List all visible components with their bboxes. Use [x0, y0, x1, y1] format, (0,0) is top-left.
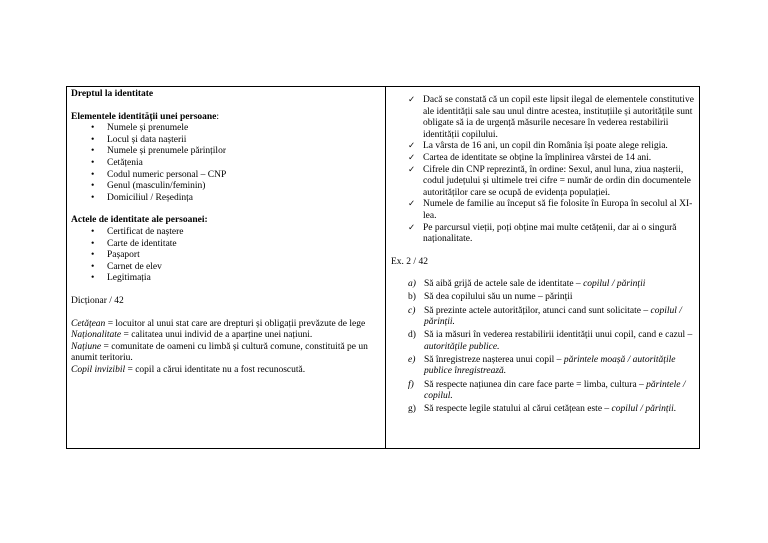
fact-item: ✓ Dacă se constată că un copil este lipsit ilegal de elementele constitutive ale identității sale sau unul dintre acestea, instituțiile și autoritățile sunt obligate să ia de urgență măsurile necesare în vederea restabilirii identității copilului.: [408, 95, 694, 140]
left-column: [67, 87, 385, 448]
check-icon: ✓: [408, 95, 416, 105]
fact-item: ✓ La vârsta de 16 ani, un copil din România își poate alege religia.: [408, 141, 668, 152]
exercise-item: f) Să respecte națiunea din care face parte = limba, cultura – părintele / copilul.: [408, 379, 686, 402]
definition: Națiune = comunitate de oameni cu limbă și cultură comune, constituită pe un anumit teritoriu.: [71, 341, 368, 364]
section-title: Dreptul la identitate: [71, 89, 154, 99]
fact-item: ✓ Cifrele din CNP reprezintă, în ordine: Sexul, anul luna, ziua nașterii, codul județului și ultimele trei cifre = număr de ordin din documentele autorităților care se ocupă de evidența populației.: [408, 164, 691, 198]
list-item: • Carte de identitate: [91, 239, 381, 251]
fact-item: ✓ Cartea de identitate se obține la împlinirea vârstei de 14 ani.: [408, 152, 652, 163]
exercise-item: d) Să ia măsuri în vederea restabilirii identității unui copil, cand e cazul – autoritățile publice.: [408, 330, 693, 352]
check-icon: ✓: [408, 152, 416, 163]
list-item: • Codul numeric personal – CNP: [91, 170, 381, 182]
facts-list: [391, 95, 696, 246]
check-icon: ✓: [408, 164, 416, 175]
list-item: • Cetățenia: [91, 158, 381, 170]
list-item: • Numele și prenumele: [91, 123, 381, 135]
elements-heading: Elementele identității unei persoane:: [71, 111, 220, 122]
check-icon: ✓: [408, 222, 416, 233]
exercise-list: [391, 279, 696, 416]
exercise-item: g) Să respecte legile statului al cărui cetățean este – copilul / părinții.: [408, 404, 677, 415]
definition: Cetățean = locuitor al unui stat care are drepturi și obligații prevăzute de lege: [71, 318, 366, 329]
fact-item: ✓ Pe parcursul vieții, poți obține mai multe cetățenii, dar ai o singură naționalitate.: [408, 222, 677, 245]
elements-list: [71, 123, 381, 204]
list-item: • Domiciliul / Reședința: [91, 193, 381, 205]
list-item: • Numele și prenumele părinților: [91, 146, 381, 158]
list-item: • Legitimația: [91, 273, 381, 285]
exercise-label: Ex. 2 / 42: [391, 256, 428, 267]
check-icon: ✓: [408, 199, 416, 210]
acts-heading: Actele de identitate ale persoanei:: [71, 215, 208, 226]
exercise-item: e) Să înregistreze nașterea unui copil – părintele moașă / autoritățile publice înregistrează.: [408, 354, 676, 377]
right-column: [386, 87, 699, 448]
list-item: • Genul (masculin/feminin): [91, 181, 381, 193]
list-item: • Locul și data nașterii: [91, 135, 381, 147]
definition: Copil invizibil = copil a cărui identitate nu a fost recunoscută.: [71, 364, 306, 375]
list-item: • Carnet de elev: [91, 262, 381, 274]
exercise-item: a) Să aibă grijă de actele sale de identitate – copilul / părinții: [408, 279, 646, 290]
exercise-item: b) Să dea copilului său un nume – părinții: [408, 292, 573, 303]
fact-item: ✓ Numele de familie au început să fie folosite în Europa în secolul al XI-lea.: [408, 199, 693, 221]
dictionary-label: Dicționar / 42: [71, 295, 124, 306]
check-icon: ✓: [408, 141, 416, 152]
definition: Naționalitate = calitatea unui individ de a aparține unei națiuni.: [71, 330, 313, 341]
acts-list: [71, 227, 381, 285]
exercise-item: c) Să prezinte actele autorităților, atunci cand sunt solicitate – copilul / părinții.: [408, 305, 682, 328]
list-item: • Certificat de naștere: [91, 227, 381, 239]
worksheet-table: [66, 86, 700, 449]
list-item: • Pașaport: [91, 250, 381, 262]
